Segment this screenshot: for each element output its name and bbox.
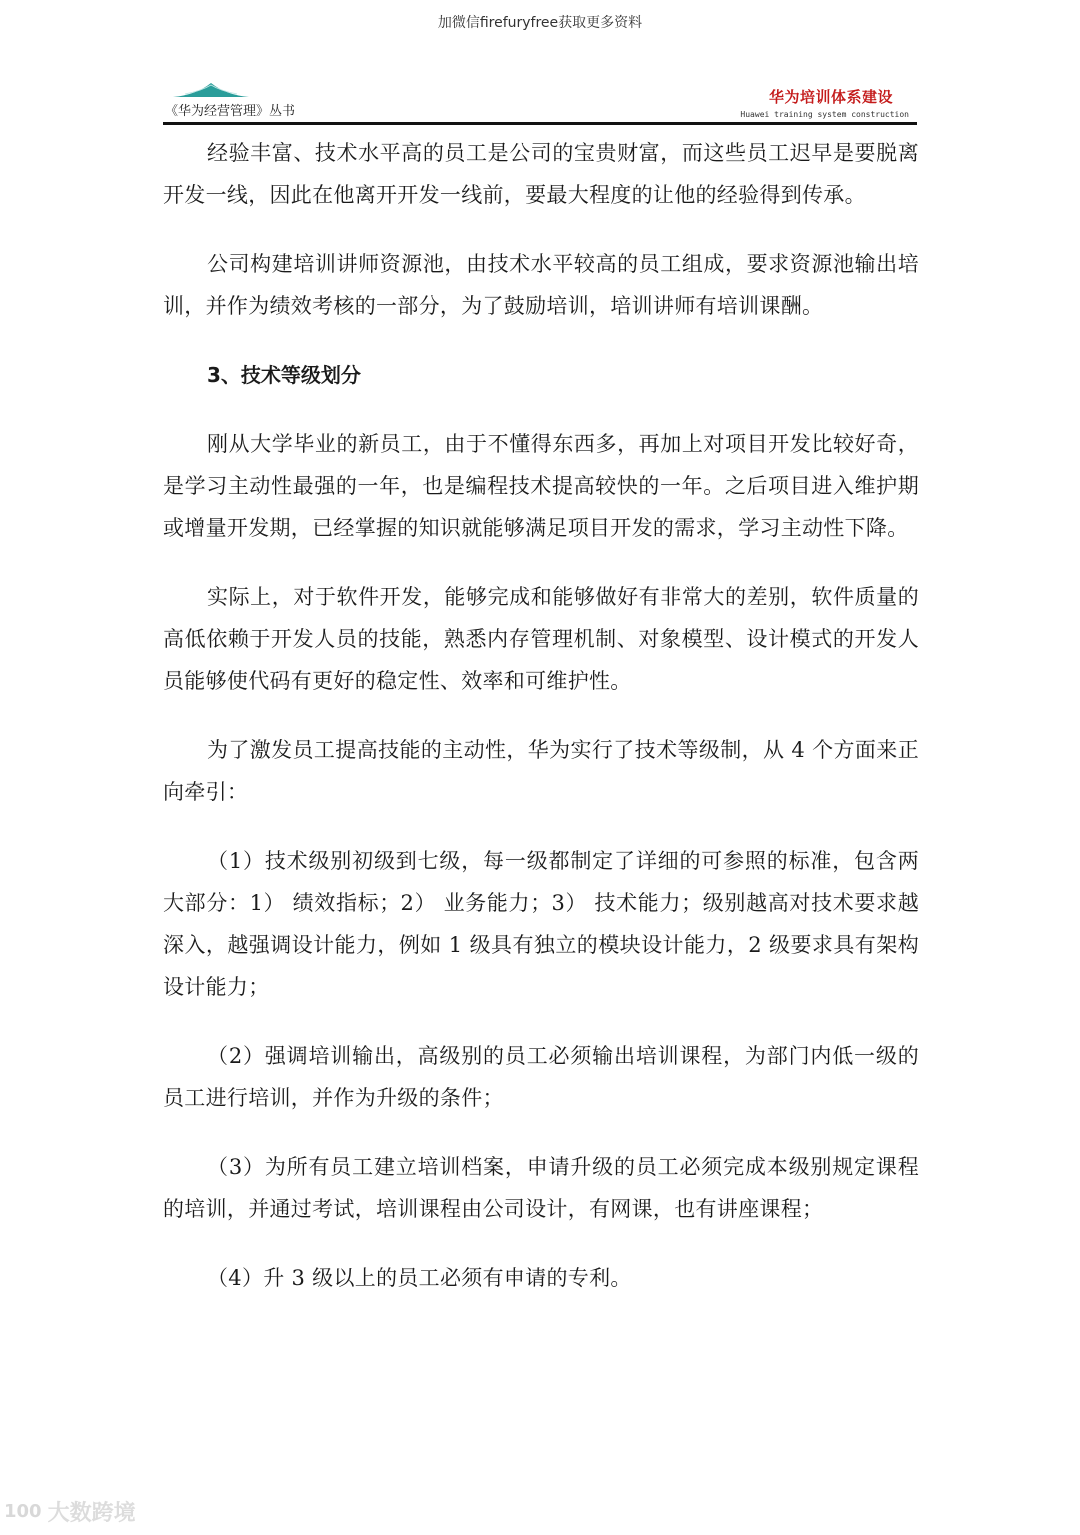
paragraph-3: 刚从大学毕业的新员工，由于不懂得东西多，再加上对项目开发比较好奇，是学习主动性最强的一年，也是编程技术提高较快的一年。之后项目进入维护期或增量开发期，已经掌握的知识就能够满足项目开发的需求，学习主动性下降。 [163,432,919,540]
list-item: （4）升 3 级以上的员工必须有申请的专利。 [207,1266,632,1290]
brand-subtitle: Huawei training system construction [740,110,909,119]
watermark-logo-icon: 100 [4,1501,42,1522]
list-item: （1）技术级别初级到七级，每一级都制定了详细的可参照的标准，包含两大部分：1） 绩效指标；2） 业务能力；3） 技术能力；级别越高对技术要求越深入，越强调设计能力，例如 1 级具有独立的模块设计能力，2 级要求具有架构设计能力； [163,849,919,999]
section-heading: 3、技术等级划分 [207,363,361,387]
paragraph-4: 实际上，对于软件开发，能够完成和能够做好有非常大的差别，软件质量的高低依赖于开发人员的技能，熟悉内存管理机制、对象模型、设计模式的开发人员能够使代码有更好的稳定性、效率和可维护性。 [163,585,919,693]
list-item: （2）强调培训输出，高级别的员工必须输出培训课程，为部门内低一级的员工进行培训，并作为升级的条件； [163,1044,919,1110]
page-header [163,70,917,126]
watermark-text: 大数跨境 [47,1501,136,1526]
watermark-top: 加微信firefuryfree获取更多资料 [437,15,643,31]
brand-title: 华为培训体系建设 [768,88,893,106]
paragraph-2: 公司构建培训讲师资源池，由技术水平较高的员工组成，要求资源池输出培训，并作为绩效考核的一部分，为了鼓励培训，培训讲师有培训课酬。 [163,252,919,318]
mountain-logo-icon [171,80,251,98]
paragraph-1: 经验丰富、技术水平高的员工是公司的宝贵财富，而这些员工迟早是要脱离开发一线，因此在他离开开发一线前，要最大程度的让他的经验得到传承。 [163,141,919,207]
watermark-bottom [4,1496,136,1527]
document-body [163,132,919,1326]
series-title: 《华为经营管理》丛书 [165,104,296,119]
list-item: （3）为所有员工建立培训档案，申请升级的员工必须完成本级别规定课程的培训，并通过考试，培训课程由公司设计，有网课，也有讲座课程； [163,1155,919,1221]
header-divider [163,122,917,125]
paragraph-5: 为了激发员工提高技能的主动性，华为实行了技术等级制，从 4 个方面来正向牵引： [163,738,919,804]
